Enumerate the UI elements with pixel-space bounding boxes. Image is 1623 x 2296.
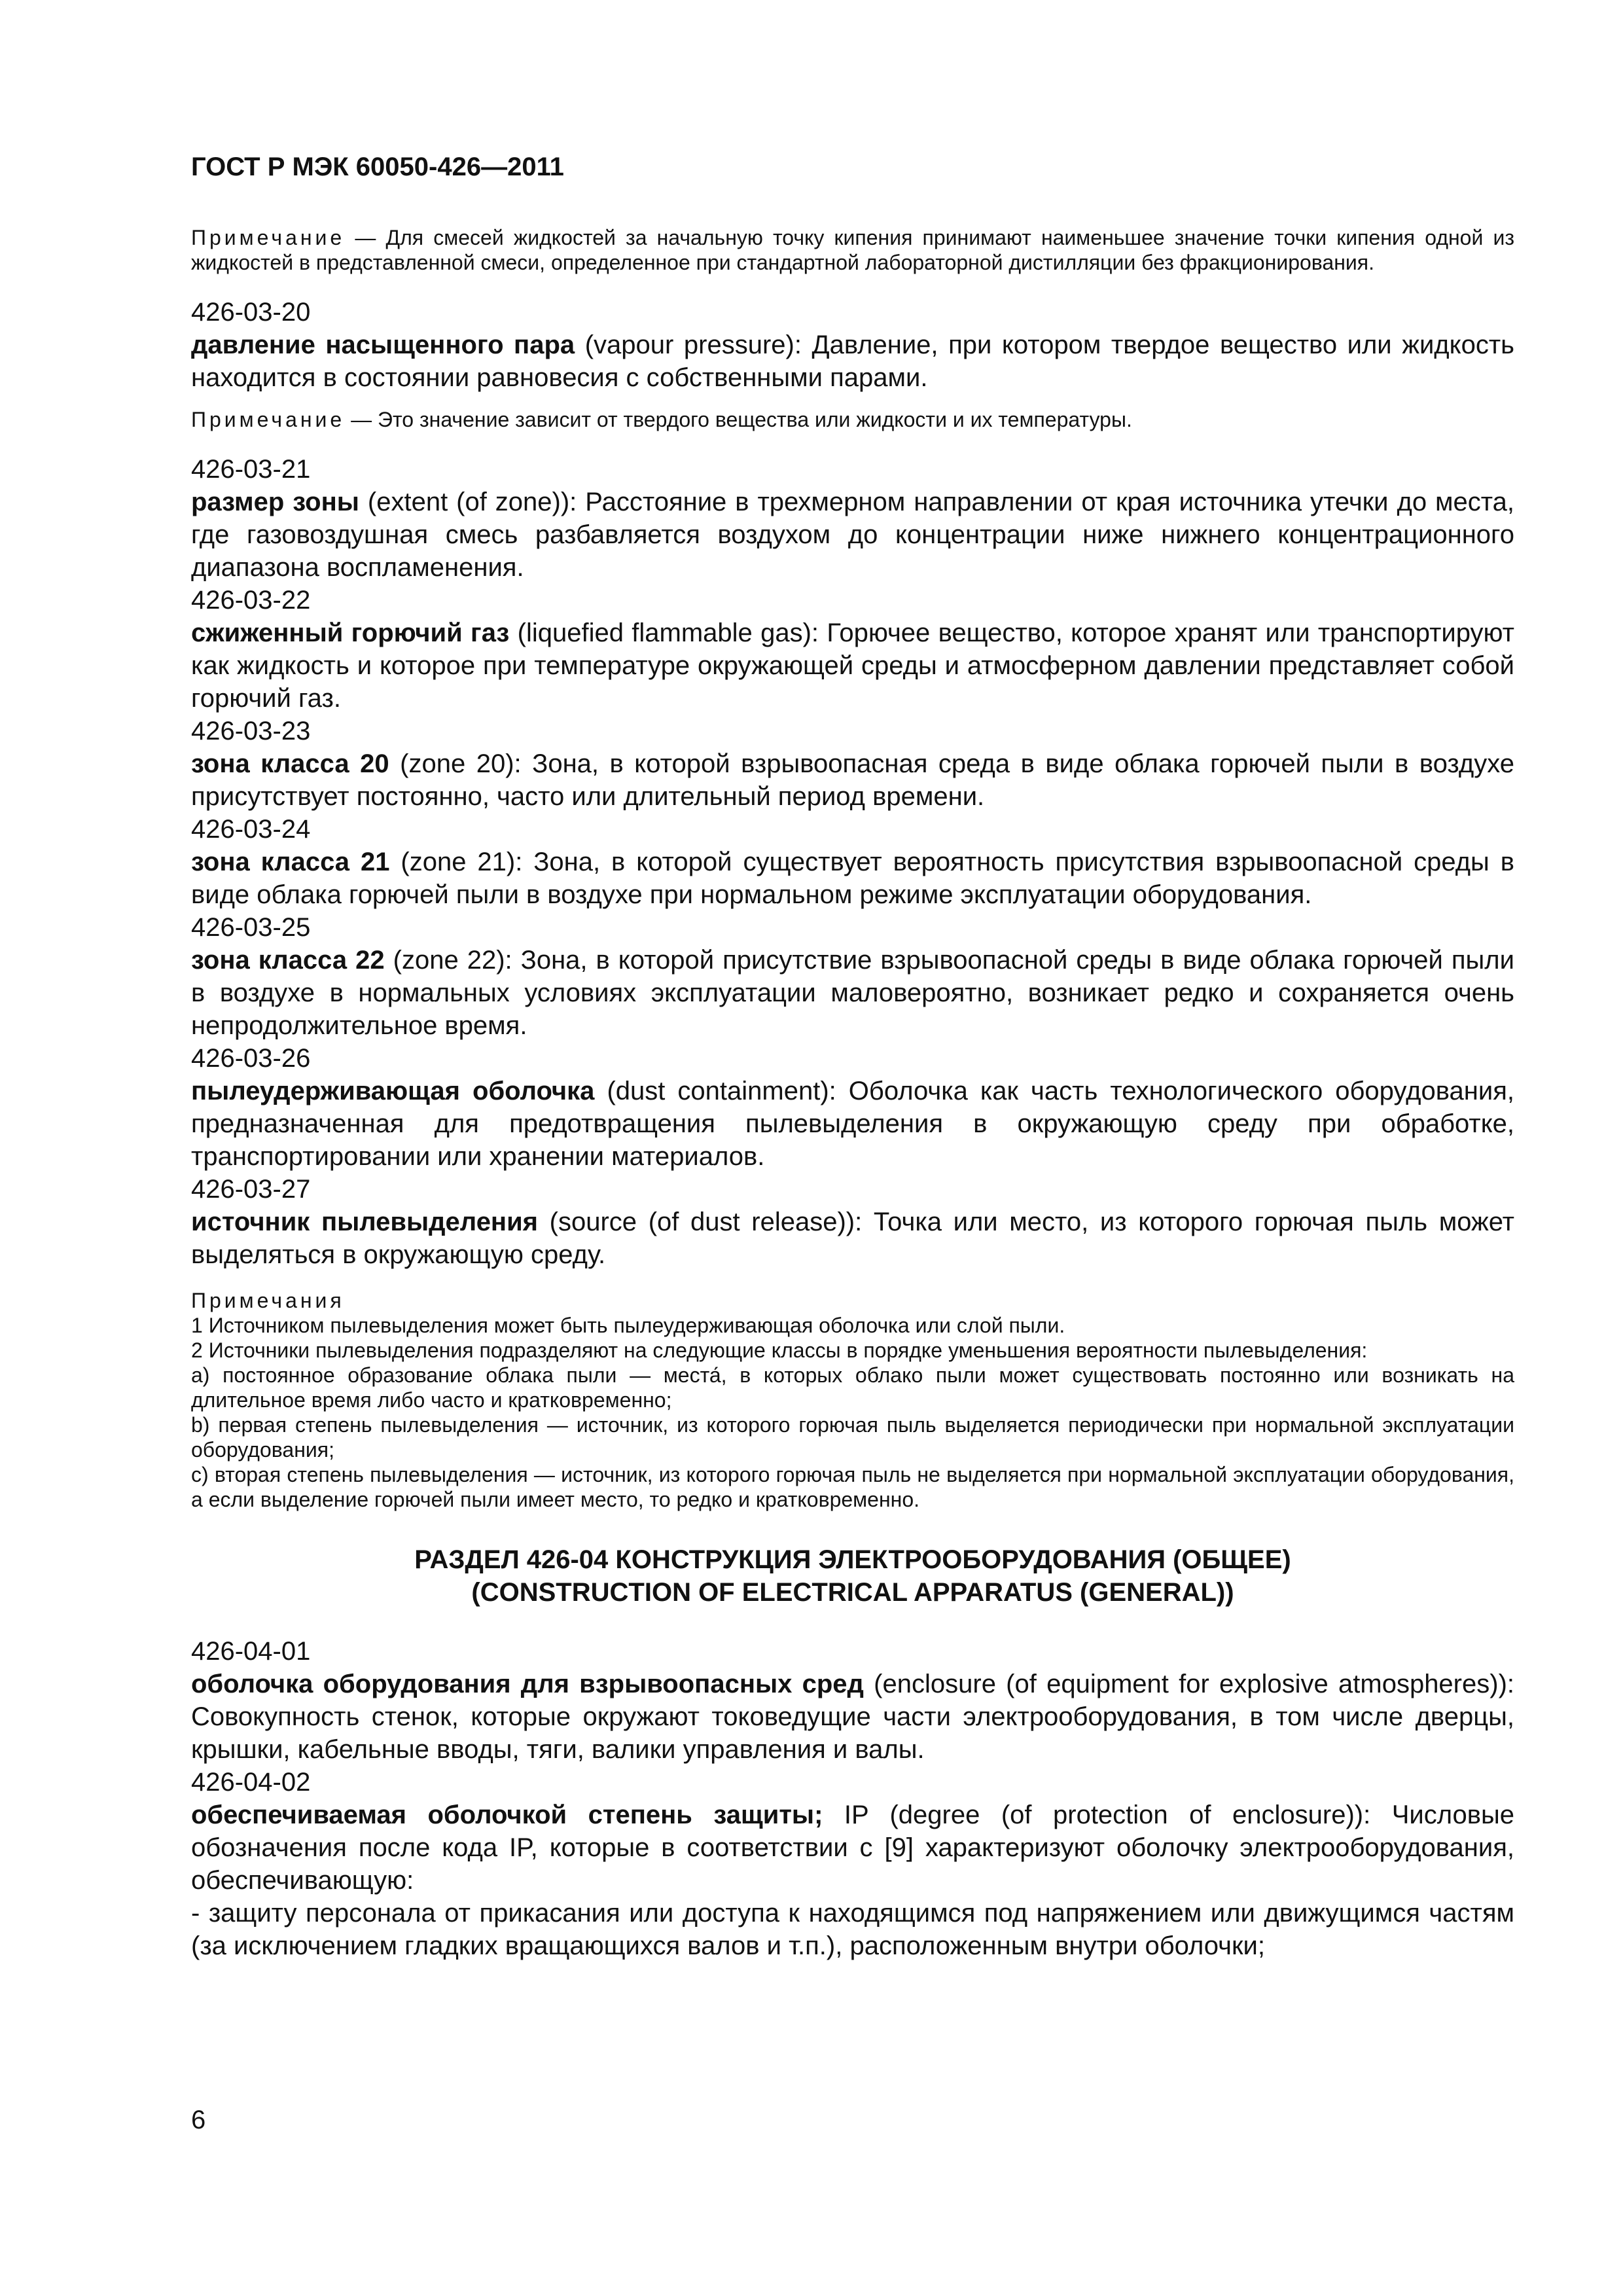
entry-term: зона класса 20 (191, 749, 389, 778)
section-heading (191, 1543, 1514, 1609)
entry-code: 426-03-25 (191, 913, 311, 942)
entry-term: пылеудерживающая оболочка (191, 1077, 595, 1105)
entry-definition (191, 617, 1514, 715)
entry-code: 426-03-27 (191, 1175, 311, 1204)
note-text: — Для смесей жидкостей за начальную точку кипения принимают наименьшее значение точки кипения одной из жидкостей в представленной смеси, определенное при стандартной лабораторной дистилляции без фракционирования. (191, 226, 1514, 274)
entry-code: 426-03-24 (191, 815, 311, 844)
entry-definition (191, 1206, 1514, 1271)
section-heading-line1: РАЗДЕЛ 426-04 КОНСТРУКЦИЯ ЭЛЕКТРООБОРУДОВАНИЯ (ОБЩЕЕ) (414, 1545, 1291, 1574)
entry-definition (191, 846, 1514, 911)
entry-code: 426-03-21 (191, 455, 311, 484)
intro-note (191, 225, 1514, 275)
entry-code: 426-04-02 (191, 1768, 311, 1797)
term-entry (191, 1766, 1514, 1962)
entry-bullet: - защиту персонала от прикасания или доступа к находящимся под напряжением или движущимся частям (за исключением гладких вращающихся валов и т.п.), расположенным внутри оболочки; (191, 1899, 1514, 1960)
entry-definition-text: (extent (of zone)): Расстояние в трехмерном направлении от края источника утечки до места, где газовоздушная смесь разбавляется воздухом до концентрации ниже нижнего концентрационного диапазона воспламенения. (191, 488, 1514, 582)
entry-term: зона класса 22 (191, 946, 385, 975)
entry-note (191, 407, 1514, 432)
entry-definition-text: (dust containment): Оболочка как часть технологического оборудования, предназначенная для предотвращения пылевыделения в окружающую среду при обработке, транспортировании или хранении материалов. (191, 1077, 1514, 1171)
note-label: Примечание (191, 226, 346, 249)
term-entry (191, 1635, 1514, 1766)
note-text: — Это значение зависит от твердого вещества или жидкости и их температуры. (345, 408, 1132, 431)
document-header: ГОСТ Р МЭК 60050-426—2011 (191, 152, 564, 181)
notes-group (191, 1288, 1514, 1512)
entry-code: 426-04-01 (191, 1637, 311, 1666)
page-number: 6 (191, 2106, 206, 2134)
note-label: Примечание (191, 408, 346, 431)
entry-definition-text: (zone 20): Зона, в которой взрывоопасная среда в виде облака горючей пыли в воздухе присутствует постоянно, часто или длительный период времени. (191, 749, 1514, 811)
entry-definition (191, 1075, 1514, 1173)
entry-definition-text: IP (degree (of protection of enclosure)): Числовые обозначения после кода IP, которые в соответствии с [9] характеризуют оболочку электрооборудования, обеспечивающую: (191, 1801, 1514, 1895)
entry-definition (191, 1668, 1514, 1766)
entry-definition-text: (enclosure (of equipment for explosive atmospheres)): Совокупность стенок, которые окружают токоведущие части электрооборудования, в том числе дверцы, крышки, кабельные вводы, тяги, валики управления и валы. (191, 1670, 1515, 1764)
entry-definition (191, 329, 1514, 394)
entry-code: 426-03-23 (191, 717, 311, 745)
entry-definition-text: (liquefied flammable gas): Горючее вещество, которое хранят или транспортируют как жидкость и которое при температуре окружающей среды и атмосферном давлении представляет собой горючий газ. (191, 619, 1514, 713)
entry-term: сжиженный горючий газ (191, 619, 510, 647)
note-item: с) вторая степень пылевыделения — источник, из которого горючая пыль не выделяется при нормальной эксплуатации оборудования, а если выделение горючей пыли имеет место, то редко и кратковременно. (191, 1463, 1514, 1511)
term-entry (191, 453, 1514, 584)
entry-definition (191, 486, 1514, 584)
entry-definition-text: (zone 21): Зона, в которой существует вероятность присутствия взрывоопасной среды в виде облака горючей пыли в воздухе при нормальном режиме эксплуатации оборудования. (191, 848, 1514, 909)
term-entry (191, 584, 1514, 715)
entry-definition-text: (vapour pressure): Давление, при котором твердое вещество или жидкость находится в состоянии равновесия с собственными парами. (191, 331, 1515, 392)
document-page (191, 149, 1514, 1962)
entry-term: зона класса 21 (191, 848, 390, 876)
entry-definition-text: (source (of dust release)): Точка или место, из которого горючая пыль может выделяться в окружающую среду. (191, 1208, 1514, 1269)
entry-definition-text: (zone 22): Зона, в которой присутствие взрывоопасной среды в виде облака горючей пыли в воздухе в нормальных условиях эксплуатации маловероятно, возникает редко и сохраняется очень непродолжительное время. (191, 946, 1514, 1040)
note-item: 2 Источники пылевыделения подразделяют на следующие классы в порядке уменьшения вероятности пылевыделения: (191, 1338, 1368, 1362)
entry-term: размер зоны (191, 488, 359, 516)
entry-term: оболочка оборудования для взрывоопасных сред (191, 1670, 864, 1698)
term-entry (191, 813, 1514, 911)
entry-definition (191, 1799, 1514, 1897)
note-item: b) первая степень пылевыделения — источник, из которого горючая пыль выделяется периодически при нормальной эксплуатации оборудования; (191, 1413, 1514, 1462)
term-entry (191, 715, 1514, 813)
term-entry (191, 1042, 1514, 1173)
term-entry (191, 1173, 1514, 1271)
note-item: а) постоянное образование облака пыли — места́, в которых облако пыли может существовать постоянно или возникать на длительное время либо часто и кратковременно; (191, 1363, 1514, 1412)
term-entry (191, 296, 1514, 432)
term-entry (191, 911, 1514, 1042)
entry-definition (191, 944, 1514, 1042)
entry-term: источник пылевыделения (191, 1208, 539, 1236)
entry-definition (191, 747, 1514, 813)
section-heading-line2: (CONSTRUCTION OF ELECTRICAL APPARATUS (GENERAL)) (471, 1578, 1234, 1607)
notes-label: Примечания (191, 1289, 345, 1312)
entry-code: 426-03-26 (191, 1044, 311, 1073)
note-item: 1 Источником пылевыделения может быть пылеудерживающая оболочка или слой пыли. (191, 1314, 1065, 1337)
entry-code: 426-03-20 (191, 298, 311, 327)
entry-code: 426-03-22 (191, 586, 311, 615)
entry-term: давление насыщенного пара (191, 331, 575, 359)
entry-term: обеспечиваемая оболочкой степень защиты; (191, 1801, 823, 1829)
